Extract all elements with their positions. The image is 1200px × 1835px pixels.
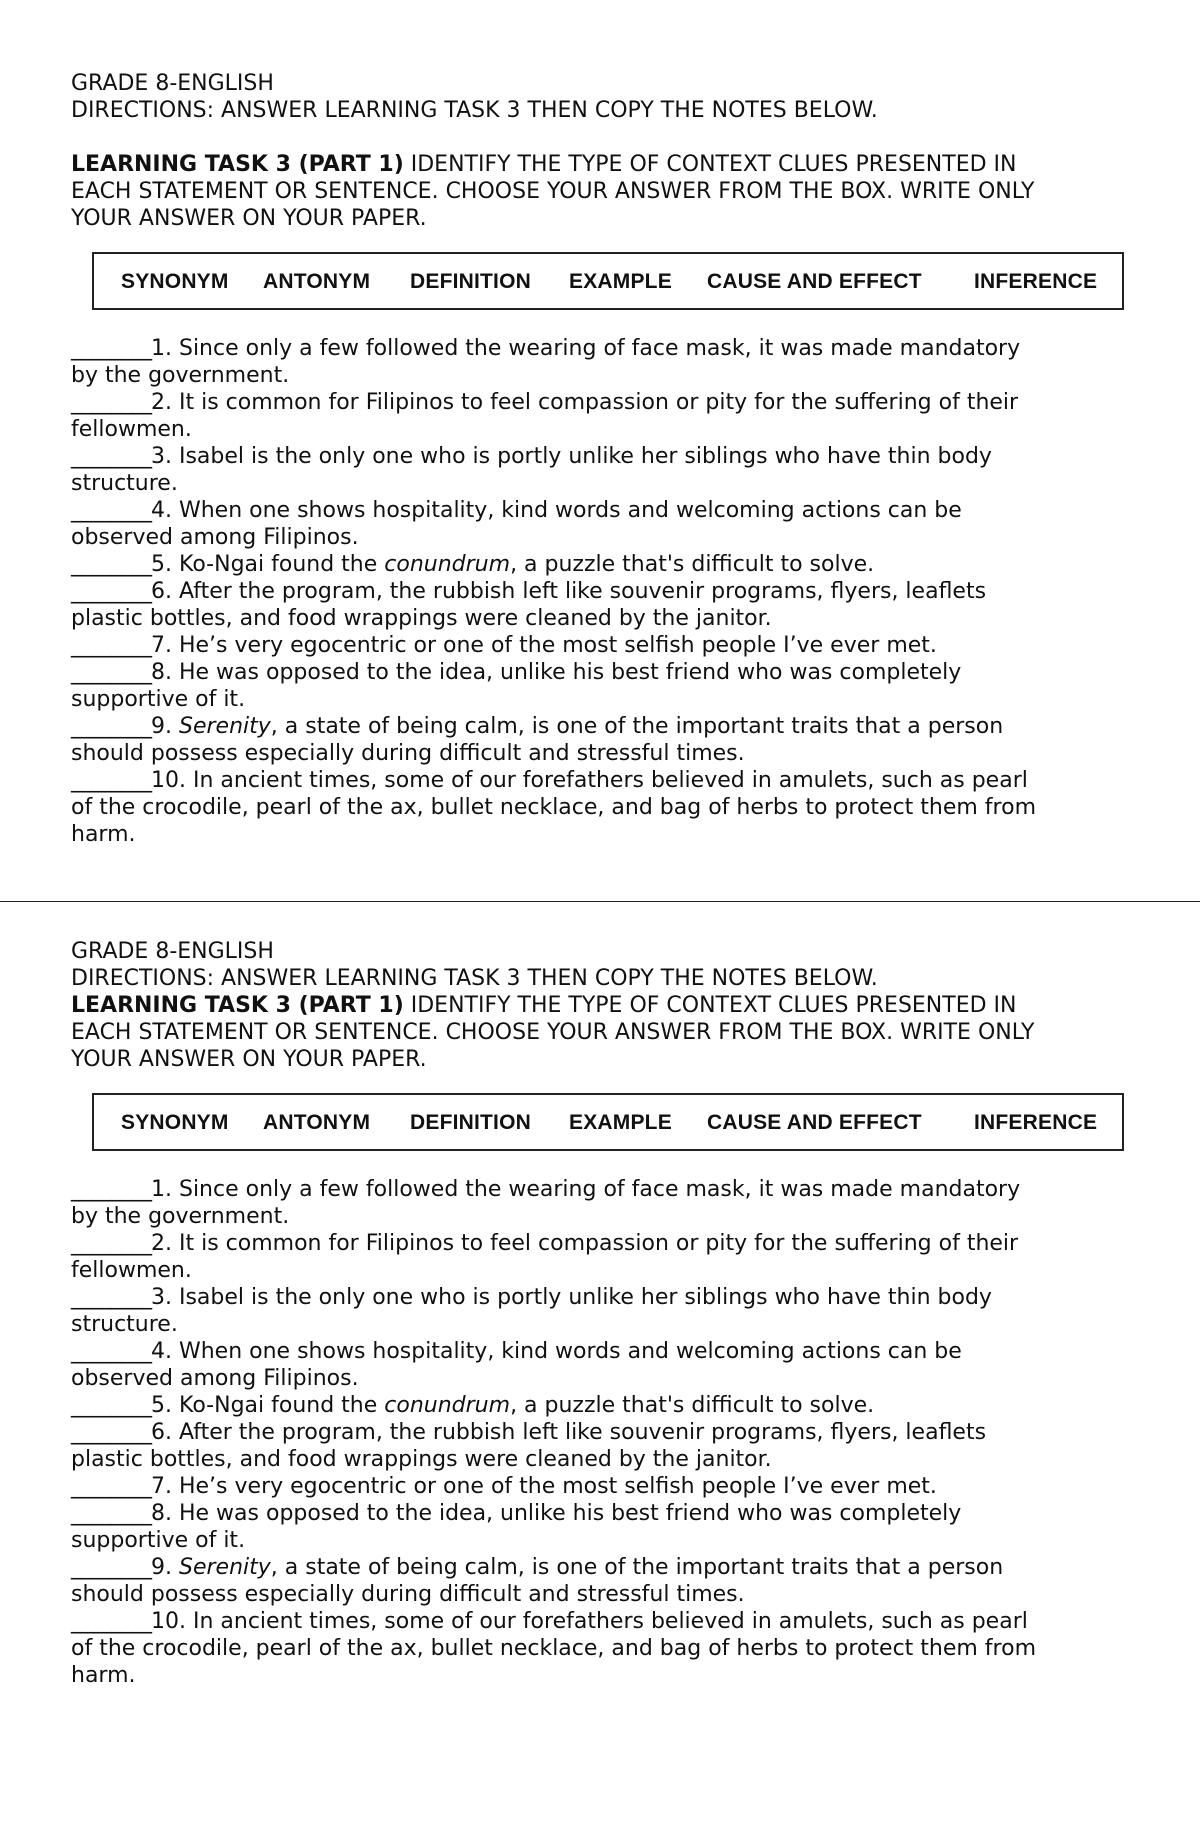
task-instruction-line1: IDENTIFY THE TYPE OF CONTEXT CLUES PRESENTED IN: [403, 993, 1017, 1018]
question-text: 8. He was opposed to the idea, unlike his best friend who was completely: [151, 660, 962, 685]
question-term: Serenity: [178, 714, 271, 739]
question-item: [71, 335, 1131, 362]
task-instruction-line2: EACH STATEMENT OR SENTENCE. CHOOSE YOUR ANSWER FROM THE BOX. WRITE ONLY: [71, 1020, 1035, 1045]
choice-cause-and-effect: CAUSE AND EFFECT: [707, 1111, 922, 1134]
answer-choices-box: [92, 1093, 1124, 1151]
question-text: 3. Isabel is the only one who is portly unlike her siblings who have thin body: [151, 1285, 992, 1310]
question-text: 4. When one shows hospitality, kind words and welcoming actions can be: [151, 1339, 962, 1364]
directions-text: DIRECTIONS: ANSWER LEARNING TASK 3 THEN COPY THE NOTES BELOW.: [71, 966, 878, 991]
question-continuation: supportive of it.: [71, 687, 246, 712]
choice-inference: INFERENCE: [974, 270, 1098, 293]
question-text: 1. Since only a few followed the wearing of face mask, it was made mandatory: [151, 1177, 1021, 1202]
question-item: [71, 1230, 1131, 1257]
answer-blank: ________: [71, 1339, 151, 1364]
task-instruction-line3: YOUR ANSWER ON YOUR PAPER.: [71, 206, 427, 231]
worksheet-copy-1: [71, 70, 1131, 848]
choice-example: EXAMPLE: [569, 1111, 672, 1134]
question-text: 9.: [151, 714, 179, 739]
question-list: [71, 1176, 1131, 1689]
question-item: [71, 1608, 1131, 1635]
answer-blank: ________: [71, 714, 151, 739]
answer-choices-box: [92, 252, 1124, 310]
question-continuation: structure.: [71, 471, 178, 496]
answer-blank: ________: [71, 1474, 151, 1499]
question-text-rest: , a state of being calm, is one of the important traits that a person: [270, 1555, 1004, 1580]
answer-blank: ________: [71, 1177, 151, 1202]
question-text: 2. It is common for Filipinos to feel compassion or pity for the suffering of their: [151, 1231, 1019, 1256]
question-text: 1. Since only a few followed the wearing of face mask, it was made mandatory: [151, 336, 1021, 361]
choice-definition: DEFINITION: [410, 1111, 531, 1134]
question-continuation: harm.: [71, 822, 136, 847]
answer-blank: ________: [71, 552, 151, 577]
answer-blank: ________: [71, 1501, 151, 1526]
answer-blank: ________: [71, 390, 151, 415]
directions-text: DIRECTIONS: ANSWER LEARNING TASK 3 THEN COPY THE NOTES BELOW.: [71, 98, 878, 123]
answer-blank: ________: [71, 1231, 151, 1256]
question-term: conundrum: [384, 552, 511, 577]
answer-blank: ________: [71, 660, 151, 685]
spacer: [71, 124, 1131, 151]
question-continuation: of the crocodile, pearl of the ax, bullet necklace, and bag of herbs to protect them from: [71, 1636, 1037, 1661]
choice-synonym: SYNONYM: [121, 270, 229, 293]
question-continuation: by the government.: [71, 1204, 290, 1229]
answer-blank: ________: [71, 1555, 151, 1580]
question-text-rest: , a puzzle that's difficult to solve.: [510, 552, 875, 577]
choice-antonym: ANTONYM: [263, 1111, 371, 1134]
grade-heading: GRADE 8-ENGLISH: [71, 71, 274, 96]
task-title: LEARNING TASK 3 (PART 1): [71, 152, 404, 177]
question-item: [71, 1284, 1131, 1311]
choice-definition: DEFINITION: [410, 270, 531, 293]
answer-blank: ________: [71, 768, 151, 793]
question-continuation: harm.: [71, 1663, 136, 1688]
question-continuation: should possess especially during difficult and stressful times.: [71, 741, 745, 766]
question-item: [71, 1176, 1131, 1203]
question-item: [71, 1392, 1131, 1419]
answer-blank: ________: [71, 633, 151, 658]
question-item: [71, 578, 1131, 605]
question-continuation: of the crocodile, pearl of the ax, bullet necklace, and bag of herbs to protect them from: [71, 795, 1037, 820]
task-instruction-line3: YOUR ANSWER ON YOUR PAPER.: [71, 1047, 427, 1072]
choice-antonym: ANTONYM: [263, 270, 371, 293]
question-continuation: plastic bottles, and food wrappings were cleaned by the janitor.: [71, 1447, 772, 1472]
answer-blank: ________: [71, 1420, 151, 1445]
question-text: 7. He’s very egocentric or one of the most selfish people I’ve ever met.: [151, 1474, 937, 1499]
question-item: [71, 443, 1131, 470]
question-continuation: fellowmen.: [71, 417, 192, 442]
question-text: 10. In ancient times, some of our forefathers believed in amulets, such as pearl: [151, 1609, 1028, 1634]
question-continuation: observed among Filipinos.: [71, 525, 359, 550]
question-item: [71, 1419, 1131, 1446]
choice-inference: INFERENCE: [974, 1111, 1098, 1134]
question-text: 9.: [151, 1555, 179, 1580]
question-continuation: by the government.: [71, 363, 290, 388]
question-text: 8. He was opposed to the idea, unlike his best friend who was completely: [151, 1501, 962, 1526]
question-item: [71, 713, 1131, 740]
choice-example: EXAMPLE: [569, 270, 672, 293]
question-item: [71, 1554, 1131, 1581]
task-instruction: [71, 151, 1131, 178]
question-item: [71, 659, 1131, 686]
question-item: [71, 632, 1131, 659]
question-text: 6. After the program, the rubbish left like souvenir programs, flyers, leaflets: [151, 1420, 987, 1445]
choice-cause-and-effect: CAUSE AND EFFECT: [707, 270, 922, 293]
answer-blank: ________: [71, 1285, 151, 1310]
task-title: LEARNING TASK 3 (PART 1): [71, 993, 404, 1018]
question-continuation: supportive of it.: [71, 1528, 246, 1553]
answer-blank: ________: [71, 1609, 151, 1634]
task-instruction-line2: EACH STATEMENT OR SENTENCE. CHOOSE YOUR ANSWER FROM THE BOX. WRITE ONLY: [71, 179, 1035, 204]
question-continuation: fellowmen.: [71, 1258, 192, 1283]
question-continuation: should possess especially during difficult and stressful times.: [71, 1582, 745, 1607]
question-text: 5. Ko-Ngai found the: [151, 1393, 385, 1418]
question-term: conundrum: [384, 1393, 511, 1418]
page-divider: [0, 901, 1200, 902]
question-text: 7. He’s very egocentric or one of the most selfish people I’ve ever met.: [151, 633, 937, 658]
question-continuation: observed among Filipinos.: [71, 1366, 359, 1391]
question-item: [71, 1473, 1131, 1500]
answer-blank: ________: [71, 498, 151, 523]
grade-heading: GRADE 8-ENGLISH: [71, 939, 274, 964]
answer-blank: ________: [71, 1393, 151, 1418]
question-text: 2. It is common for Filipinos to feel compassion or pity for the suffering of their: [151, 390, 1019, 415]
question-term: Serenity: [178, 1555, 271, 1580]
question-item: [71, 767, 1131, 794]
question-text-rest: , a puzzle that's difficult to solve.: [510, 1393, 875, 1418]
question-item: [71, 1500, 1131, 1527]
answer-blank: ________: [71, 444, 151, 469]
question-item: [71, 551, 1131, 578]
question-text: 6. After the program, the rubbish left like souvenir programs, flyers, leaflets: [151, 579, 987, 604]
answer-blank: ________: [71, 336, 151, 361]
question-text: 10. In ancient times, some of our forefathers believed in amulets, such as pearl: [151, 768, 1028, 793]
question-continuation: plastic bottles, and food wrappings were cleaned by the janitor.: [71, 606, 772, 631]
question-text: 4. When one shows hospitality, kind words and welcoming actions can be: [151, 498, 962, 523]
task-instruction: [71, 992, 1131, 1019]
question-text-rest: , a state of being calm, is one of the important traits that a person: [270, 714, 1004, 739]
worksheet-copy-2: [71, 938, 1131, 1689]
task-instruction-line1: IDENTIFY THE TYPE OF CONTEXT CLUES PRESENTED IN: [403, 152, 1017, 177]
question-item: [71, 1338, 1131, 1365]
question-text: 5. Ko-Ngai found the: [151, 552, 385, 577]
answer-blank: ________: [71, 579, 151, 604]
question-item: [71, 389, 1131, 416]
question-item: [71, 497, 1131, 524]
question-list: [71, 335, 1131, 848]
question-text: 3. Isabel is the only one who is portly unlike her siblings who have thin body: [151, 444, 992, 469]
choice-synonym: SYNONYM: [121, 1111, 229, 1134]
question-continuation: structure.: [71, 1312, 178, 1337]
